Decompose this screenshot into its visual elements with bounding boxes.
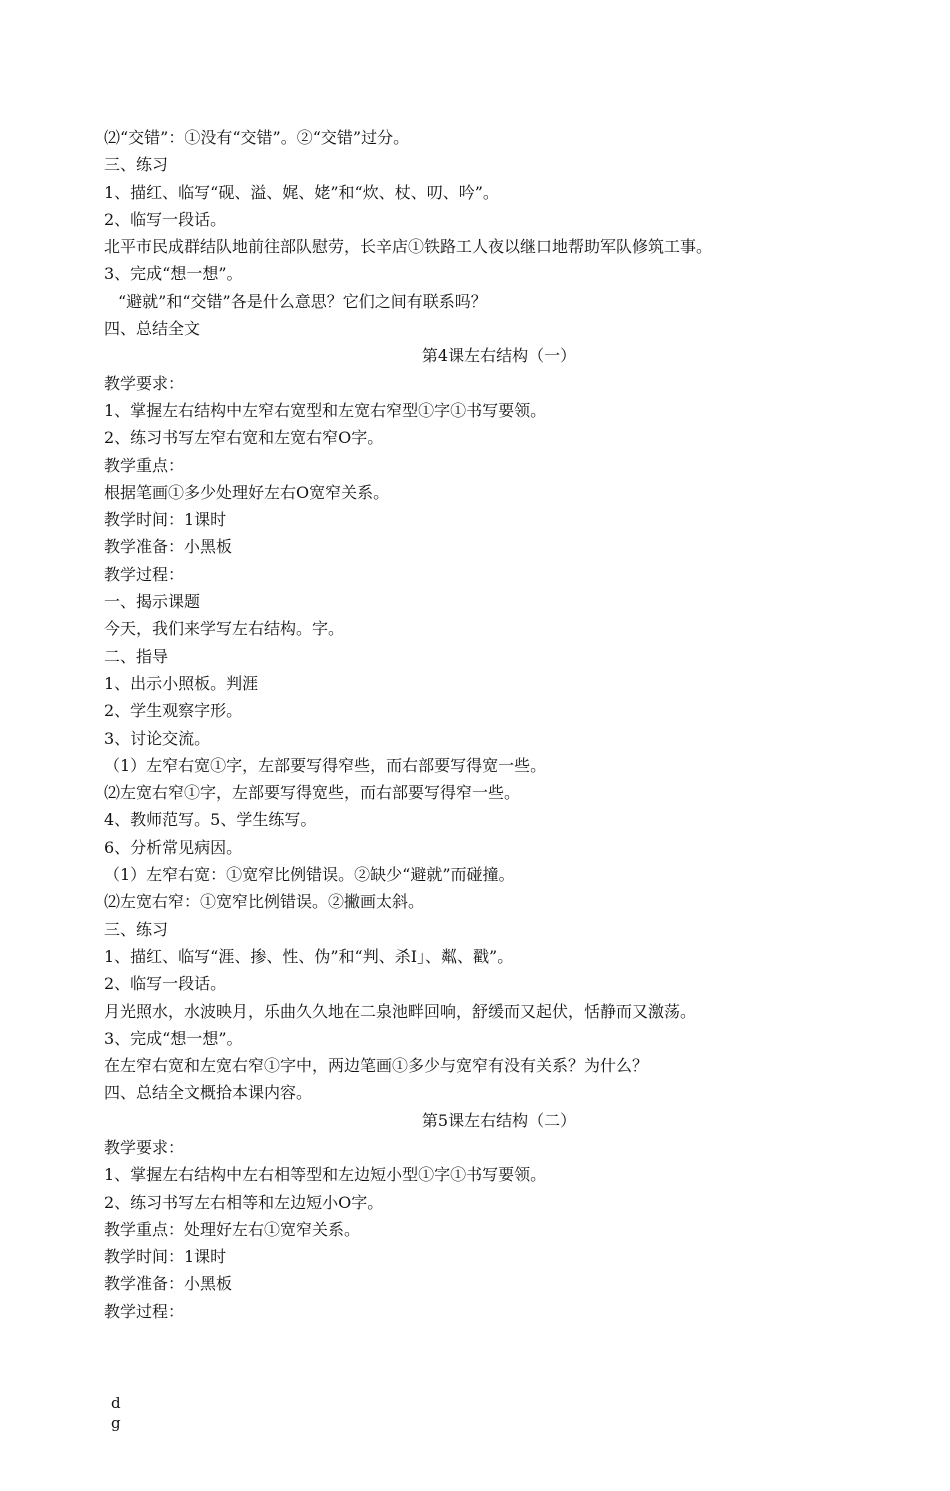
- text-line: 教学时间：1课时: [104, 510, 227, 530]
- text-line: 2、学生观察字形。: [104, 701, 243, 721]
- text-line: 3、讨论交流。: [104, 728, 211, 748]
- text-line: 三、练习: [104, 919, 169, 939]
- text-line: 二、指导: [104, 646, 169, 666]
- text-line: 教学重点：: [104, 455, 185, 475]
- text-line: 2、临写一段话。: [104, 209, 227, 229]
- text-line: 四、总结全文概拾本课内容。: [104, 1083, 313, 1103]
- text-line: 在左窄右宽和左宽右窄①字中，两边笔画①多少与宽窄有没有关系？为什么？: [104, 1056, 649, 1076]
- page-footer: [111, 1393, 121, 1433]
- text-line: 1、描红、临写“砚、溢、娓、姥”和“炊、杖、叨、吟”。: [104, 182, 499, 202]
- text-line: 2、练习书写左右相等和左边短小O字。: [104, 1192, 384, 1212]
- text-line: 教学要求：: [104, 1137, 185, 1157]
- text-line: ⑵左宽右窄：①宽窄比例错误。②撇画太斜。: [104, 892, 425, 912]
- text-line: 教学过程：: [104, 564, 185, 584]
- text-line: 教学要求：: [104, 373, 185, 393]
- text-line: 4、教师范写。5、学生练写。: [104, 810, 317, 830]
- text-line: 四、总结全文: [104, 319, 201, 339]
- text-line: （1）左窄右宽①字，左部要写得窄些，而右部要写得宽一些。: [104, 755, 547, 775]
- text-line: 6、分析常见病因。: [104, 837, 243, 857]
- text-line: 教学时间：1课时: [104, 1247, 227, 1267]
- text-line: 3、完成“想一想”。: [104, 264, 243, 284]
- text-line: 1、掌握左右结构中左右相等型和左边短小型①字①书写要领。: [104, 1165, 547, 1185]
- text-line: 北平市民成群结队地前往部队慰劳，长辛店①铁路工人夜以继口地帮助军队修筑工事。: [104, 237, 713, 257]
- text-line: ⑵左宽右窄①字，左部要写得宽些，而右部要写得窄一些。: [104, 783, 521, 803]
- text-line: 1、掌握左右结构中左窄右宽型和左宽右窄型①字①书写要领。: [104, 400, 547, 420]
- footer-line-2: g: [111, 1414, 121, 1432]
- text-line: 月光照水，水波映月，乐曲久久地在二泉池畔回响，舒缓而又起伏，恬静而又激荡。: [104, 1001, 697, 1021]
- text-line: 教学准备：小黑板: [104, 1274, 233, 1294]
- text-line: 1、描红、临写“涯、掺、性、伪”和“判、杀I」、粼、戳”。: [104, 946, 514, 966]
- lesson-heading: 第4课左右结构（一）: [421, 346, 577, 366]
- text-line: 教学准备：小黑板: [104, 537, 233, 557]
- text-line: “避就”和“交错”各是什么意思？它们之间有联系吗？: [118, 291, 487, 311]
- text-line: 三、练习: [104, 155, 169, 175]
- footer-line-1: d: [111, 1394, 121, 1412]
- text-line: 今天，我们来学写左右结构。字。: [104, 619, 345, 639]
- text-line: ⑵“交错”：①没有“交错”。②“交错”过分。: [104, 128, 410, 147]
- document-body: [104, 124, 864, 1325]
- text-line: （1）左窄右宽：①宽窄比例错误。②缺少“避就”而碰撞。: [104, 865, 515, 885]
- text-line: 根据笔画①多少处理好左右O宽窄关系。: [104, 482, 390, 502]
- text-line: 教学过程：: [104, 1301, 185, 1321]
- text-line: 2、临写一段话。: [104, 974, 227, 994]
- lesson-heading: 第5课左右结构（二）: [421, 1110, 577, 1130]
- text-line: 1、出示小照板。判涯: [104, 673, 259, 693]
- text-line: 3、完成“想一想”。: [104, 1028, 243, 1048]
- text-line: 教学重点：处理好左右①宽窄关系。: [104, 1219, 361, 1239]
- text-line: 一、揭示课题: [104, 592, 201, 612]
- text-line: 2、练习书写左窄右宽和左宽右窄O字。: [104, 428, 384, 448]
